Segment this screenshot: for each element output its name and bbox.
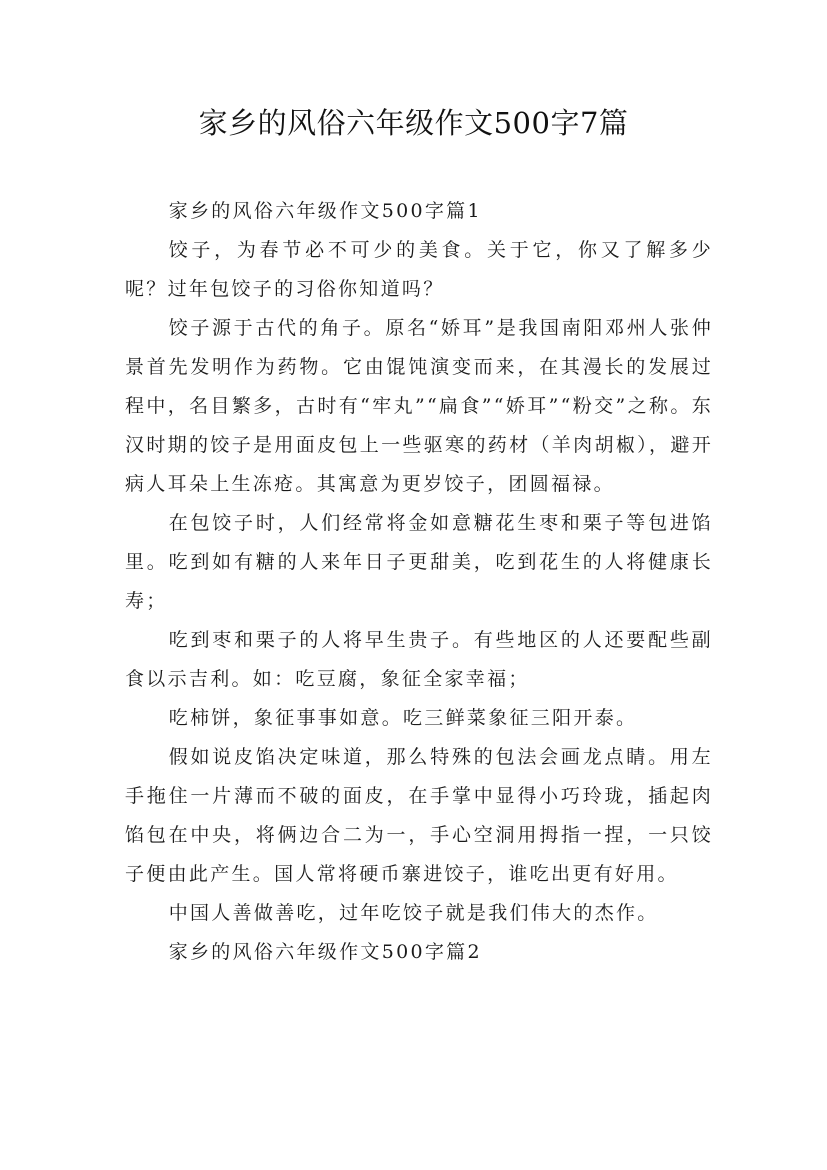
document-body xyxy=(125,192,713,972)
paragraph: 饺子源于古代的角子。原名“娇耳”是我国南阳邓州人张仲景首先发明作为药物。它由馄饨演变而来，在其漫长的发展过程中，名目繁多，古时有“牢丸”“扁食”“娇耳”“粉交”之称。东汉时期的饺子是用面皮包上一些驱寒的药材（羊肉胡椒），避开病人耳朵上生冻疮。其寓意为更岁饺子，团圆福禄。 xyxy=(125,317,713,495)
section-heading: 家乡的风俗六年级作文500字篇2 xyxy=(168,941,482,963)
section-heading: 家乡的风俗六年级作文500字篇1 xyxy=(168,200,482,222)
paragraph: 中国人善做善吃，过年吃饺子就是我们伟大的杰作。 xyxy=(168,902,659,924)
paragraph: 吃到枣和栗子的人将早生贵子。有些地区的人还要配些副食以示吉利。如：吃豆腐，象征全家幸福； xyxy=(125,629,713,690)
paragraph: 饺子，为春节必不可少的美食。关于它，你又了解多少呢？过年包饺子的习俗你知道吗？ xyxy=(125,239,713,300)
paragraph: 在包饺子时，人们经常将金如意糖花生枣和栗子等包进馅里。吃到如有糖的人来年日子更甜美，吃到花生的人将健康长寿； xyxy=(125,512,713,612)
document-title: 家乡的风俗六年级作文500字7篇 xyxy=(198,106,629,140)
paragraph: 假如说皮馅决定味道，那么特殊的包法会画龙点睛。用左手拖住一片薄而不破的面皮，在手掌中显得小巧玲珑，插起肉馅包在中央，将俩边合二为一，手心空洞用拇指一捏，一只饺子便由此产生。国人常将硬币寨进饺子，谁吃出更有好用。 xyxy=(125,746,713,885)
paragraph: 吃柿饼，象征事事如意。吃三鲜菜象征三阳开泰。 xyxy=(168,707,638,729)
